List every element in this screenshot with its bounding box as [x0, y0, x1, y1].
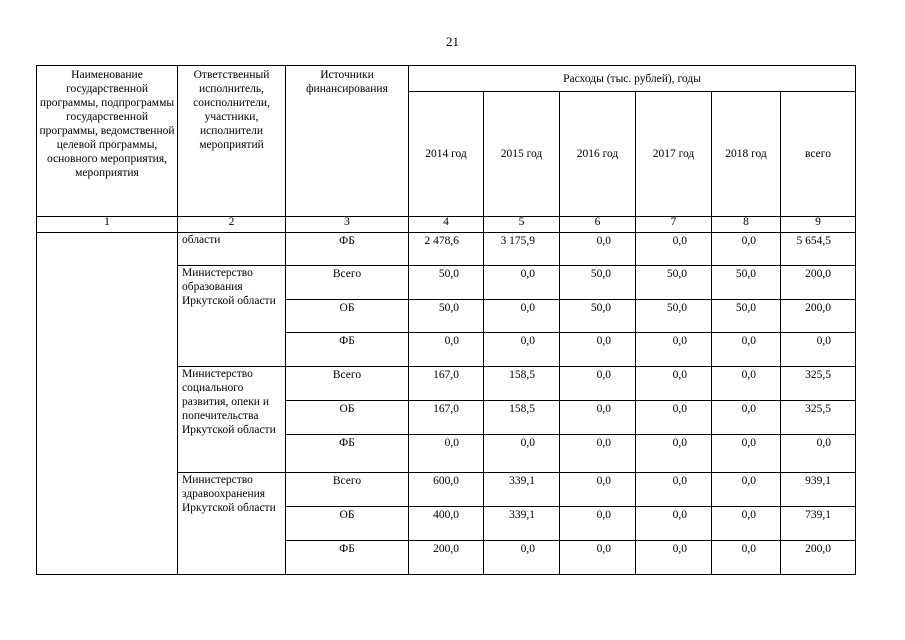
funding-source-cell: ФБ: [286, 233, 409, 266]
value-cell: 200,0: [781, 541, 856, 575]
value-cell: 50,0: [560, 266, 636, 300]
value-cell: 0,0: [560, 401, 636, 435]
value-cell: 200,0: [781, 266, 856, 300]
value-cell: 0,0: [484, 541, 560, 575]
value-cell: 5 654,5: [781, 233, 856, 266]
header-expenses: Расходы (тыс. рублей), годы: [409, 66, 856, 92]
value-cell: 0,0: [560, 507, 636, 541]
header-year: 2018 год: [712, 92, 781, 217]
funding-source-cell: Всего: [286, 266, 409, 300]
funding-source-cell: ФБ: [286, 435, 409, 473]
column-number: 4: [409, 217, 484, 233]
header-year: 2017 год: [636, 92, 712, 217]
value-cell: 50,0: [409, 300, 484, 333]
value-cell: 0,0: [712, 435, 781, 473]
value-cell: 0,0: [560, 333, 636, 367]
funding-source-cell: Всего: [286, 367, 409, 401]
value-cell: 600,0: [409, 473, 484, 507]
value-cell: 50,0: [636, 300, 712, 333]
column-number: 5: [484, 217, 560, 233]
value-cell: 200,0: [409, 541, 484, 575]
value-cell: 339,1: [484, 507, 560, 541]
value-cell: 200,0: [781, 300, 856, 333]
value-cell: 50,0: [409, 266, 484, 300]
value-cell: 0,0: [636, 473, 712, 507]
value-cell: 739,1: [781, 507, 856, 541]
column-numbers-row: [37, 217, 856, 233]
value-cell: 167,0: [409, 367, 484, 401]
value-cell: 400,0: [409, 507, 484, 541]
expenses-table: [36, 65, 856, 575]
value-cell: 0,0: [636, 333, 712, 367]
value-cell: 2 478,6: [409, 233, 484, 266]
value-cell: 158,5: [484, 367, 560, 401]
value-cell: 0,0: [484, 266, 560, 300]
funding-source-cell: ОБ: [286, 507, 409, 541]
value-cell: 0,0: [636, 541, 712, 575]
column-number: 3: [286, 217, 409, 233]
value-cell: 939,1: [781, 473, 856, 507]
value-cell: 167,0: [409, 401, 484, 435]
value-cell: 0,0: [781, 435, 856, 473]
page-number: 21: [446, 34, 459, 49]
value-cell: 0,0: [712, 401, 781, 435]
value-cell: 0,0: [781, 333, 856, 367]
header-total: всего: [781, 92, 856, 217]
column-number: 2: [178, 217, 286, 233]
value-cell: 50,0: [712, 300, 781, 333]
value-cell: 0,0: [560, 541, 636, 575]
value-cell: 0,0: [712, 367, 781, 401]
column-number: 6: [560, 217, 636, 233]
value-cell: 0,0: [560, 473, 636, 507]
value-cell: 0,0: [484, 300, 560, 333]
header-executor: Ответственный исполнитель, соисполнители, участники, исполнители мероприятий: [178, 66, 286, 217]
value-cell: 0,0: [636, 233, 712, 266]
value-cell: 0,0: [636, 401, 712, 435]
funding-source-cell: Всего: [286, 473, 409, 507]
header-year: 2014 год: [409, 92, 484, 217]
value-cell: 158,5: [484, 401, 560, 435]
funding-source-cell: ОБ: [286, 300, 409, 333]
value-cell: 0,0: [712, 233, 781, 266]
value-cell: 0,0: [409, 435, 484, 473]
value-cell: 0,0: [712, 333, 781, 367]
header-funding-source: Источники финансирования: [286, 66, 409, 217]
value-cell: 0,0: [712, 507, 781, 541]
value-cell: 0,0: [636, 435, 712, 473]
executor-cell: области: [178, 233, 286, 266]
value-cell: 0,0: [560, 435, 636, 473]
header-year: 2015 год: [484, 92, 560, 217]
column-number: 1: [37, 217, 178, 233]
program-name-cell: [37, 233, 178, 575]
value-cell: 0,0: [409, 333, 484, 367]
column-number: 8: [712, 217, 781, 233]
executor-cell: Министерство образования Иркутской области: [178, 266, 286, 367]
value-cell: 3 175,9: [484, 233, 560, 266]
executor-cell: Министерство социального развития, опеки и попечительства Иркутской области: [178, 367, 286, 473]
funding-source-cell: ФБ: [286, 541, 409, 575]
value-cell: 0,0: [636, 507, 712, 541]
executor-cell: Министерство здравоохранения Иркутской области: [178, 473, 286, 575]
value-cell: 325,5: [781, 401, 856, 435]
funding-source-cell: ФБ: [286, 333, 409, 367]
value-cell: 0,0: [484, 333, 560, 367]
value-cell: 50,0: [636, 266, 712, 300]
table-row: [37, 233, 856, 266]
value-cell: 0,0: [484, 435, 560, 473]
value-cell: 50,0: [712, 266, 781, 300]
value-cell: 50,0: [560, 300, 636, 333]
column-number: 9: [781, 217, 856, 233]
column-number: 7: [636, 217, 712, 233]
value-cell: 0,0: [712, 541, 781, 575]
value-cell: 0,0: [636, 367, 712, 401]
header-year: 2016 год: [560, 92, 636, 217]
value-cell: 325,5: [781, 367, 856, 401]
value-cell: 339,1: [484, 473, 560, 507]
header-program-name: Наименование государственной программы, подпрограммы государственной программы, ведомственной целевой программы, основного мероприятия, мероприятия: [37, 66, 178, 217]
value-cell: 0,0: [560, 233, 636, 266]
value-cell: 0,0: [712, 473, 781, 507]
value-cell: 0,0: [560, 367, 636, 401]
funding-source-cell: ОБ: [286, 401, 409, 435]
